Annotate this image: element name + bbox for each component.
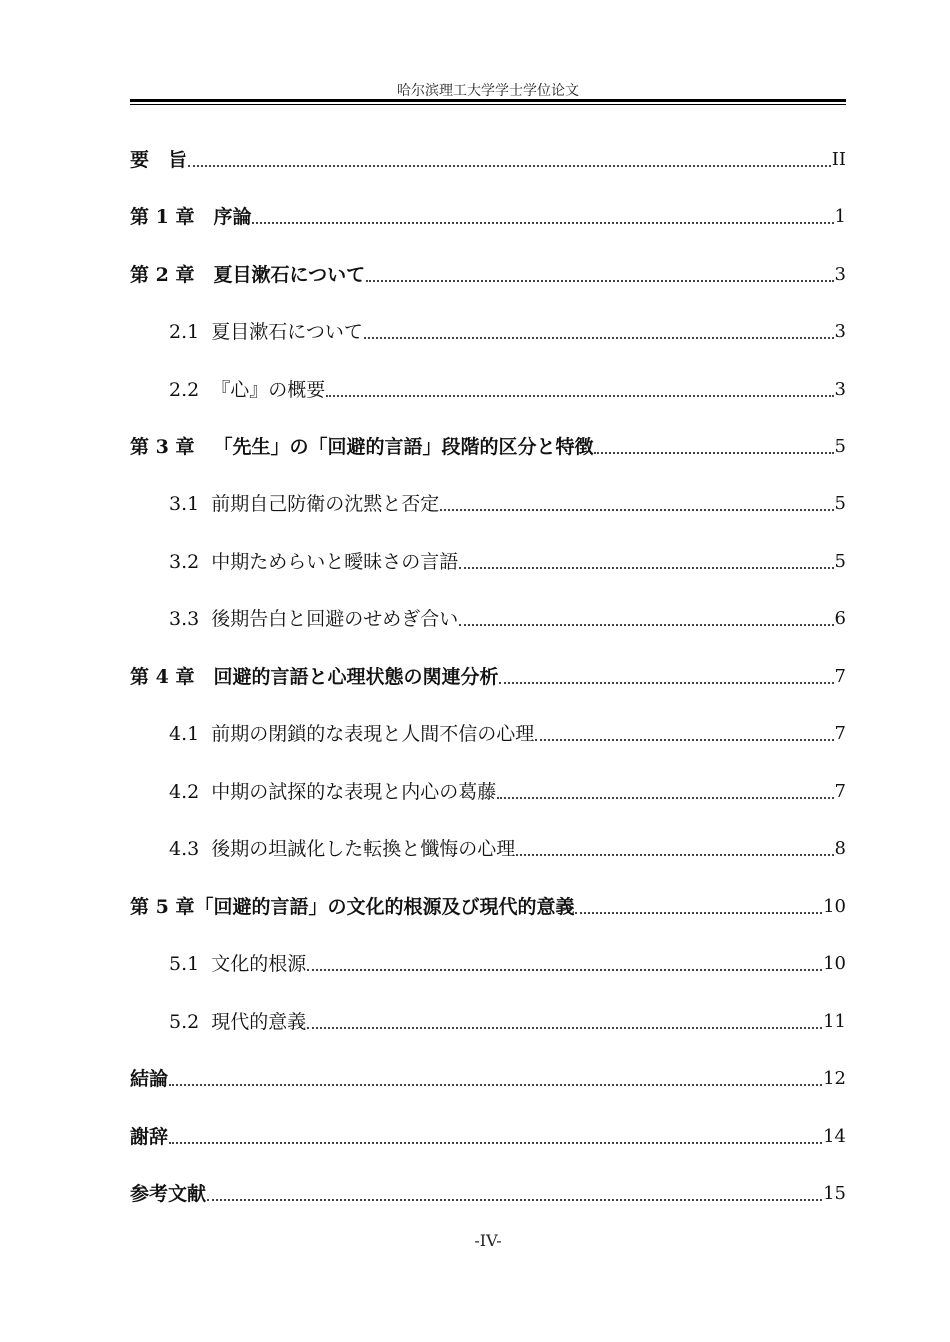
toc-page-number: 7 — [834, 781, 846, 802]
toc-title: 「先生」の「回避的言語」段階的区分と特徴 — [213, 436, 594, 458]
section-number: 4.2 — [169, 781, 212, 803]
toc-title: 要 旨 — [130, 149, 188, 171]
toc-entry-chapter-5[interactable] — [130, 893, 846, 921]
toc-page-number: 11 — [823, 1011, 846, 1032]
toc-page-number: II — [831, 149, 846, 170]
toc-entry-chapter-3[interactable] — [130, 433, 846, 461]
toc-entry-section-3-3[interactable] — [169, 605, 846, 633]
toc-entry-conclusion[interactable] — [130, 1065, 846, 1093]
header-rule-thick — [130, 99, 846, 102]
page-number-footer: -IV- — [474, 1231, 502, 1250]
dot-leader — [459, 567, 833, 569]
toc-page-number: 12 — [823, 1068, 846, 1089]
toc-page-number: 3 — [834, 264, 846, 285]
toc-entry-chapter-4[interactable] — [130, 663, 846, 691]
toc-entry-section-5-1[interactable] — [169, 950, 846, 978]
toc-title: 謝辞 — [130, 1126, 169, 1148]
toc-entry-chapter-1[interactable] — [130, 203, 846, 231]
toc-page-number: 5 — [834, 493, 846, 514]
toc-title: 序論 — [213, 206, 252, 228]
dot-leader — [364, 337, 834, 339]
toc-page-number: 14 — [823, 1126, 846, 1147]
toc-title: 「回避的言語」の文化的根源及び現代的意義 — [194, 896, 575, 918]
toc-entry-section-4-3[interactable] — [169, 835, 846, 863]
toc-title: 結論 — [130, 1068, 169, 1090]
dot-leader — [307, 1027, 822, 1029]
dot-leader — [169, 1142, 822, 1144]
section-number: 2.2 — [169, 379, 212, 401]
toc-entry-section-4-2[interactable] — [169, 778, 846, 806]
toc-page-number: 10 — [823, 953, 846, 974]
section-number: 2.1 — [169, 321, 212, 343]
toc-page-number: 15 — [823, 1183, 846, 1204]
toc-page-number: 7 — [834, 666, 846, 687]
dot-leader — [366, 280, 833, 282]
dot-leader — [516, 854, 833, 856]
dot-leader — [188, 165, 831, 167]
toc-page-number: 6 — [834, 608, 846, 629]
toc-title: 前期の閉鎖的な表現と人間不信の心理 — [211, 723, 535, 745]
toc-title: 夏目漱石について — [213, 264, 366, 286]
toc-title: 中期の試探的な表現と内心の葛藤 — [211, 781, 497, 803]
chapter-number: 第 4 章 — [130, 666, 214, 688]
toc-entry-acknowledgements[interactable] — [130, 1123, 846, 1151]
toc-entry-section-3-1[interactable] — [169, 490, 846, 518]
toc-title: 夏目漱石について — [211, 321, 363, 343]
toc-entry-section-3-2[interactable] — [169, 548, 846, 576]
toc-page-number: 5 — [834, 436, 846, 457]
chapter-number: 第 5 章 — [130, 896, 195, 918]
dot-leader — [326, 395, 833, 397]
dot-leader — [535, 739, 833, 741]
toc-entry-section-2-1[interactable] — [169, 318, 846, 346]
section-number: 3.3 — [169, 608, 212, 630]
dot-leader — [575, 912, 822, 914]
chapter-number: 第 2 章 — [130, 264, 214, 286]
chapter-number: 第 3 章 — [130, 436, 214, 458]
toc-title: 後期の坦誠化した転換と懺悔の心理 — [211, 838, 516, 860]
toc-entry-section-5-2[interactable] — [169, 1008, 846, 1036]
toc-title: 後期告白と回避のせめぎ合い — [211, 608, 459, 630]
toc-page-number: 5 — [834, 551, 846, 572]
dot-leader — [169, 1084, 822, 1086]
toc-title: 『心』の概要 — [211, 379, 326, 401]
toc-page-number: 7 — [834, 723, 846, 744]
chapter-number: 第 1 章 — [130, 206, 214, 228]
section-number: 4.3 — [169, 838, 212, 860]
toc-title: 文化的根源 — [211, 953, 307, 975]
toc-page-number: 1 — [834, 206, 846, 227]
section-number: 3.1 — [169, 493, 212, 515]
toc-entry-chapter-2[interactable] — [130, 261, 846, 289]
toc-page-number: 3 — [834, 321, 846, 342]
toc-page-number: 10 — [823, 896, 846, 917]
toc-title: 中期ためらいと曖昧さの言語 — [211, 551, 459, 573]
section-number: 5.1 — [169, 953, 212, 975]
toc-entry-section-4-1[interactable] — [169, 720, 846, 748]
toc-page-number: 3 — [834, 379, 846, 400]
section-number: 5.2 — [169, 1011, 212, 1033]
dot-leader — [459, 624, 833, 626]
dot-leader — [252, 222, 833, 224]
dot-leader — [307, 969, 822, 971]
header-rule-thin — [130, 104, 846, 105]
toc-page-number: 8 — [834, 838, 846, 859]
toc-title: 回避的言語と心理状態の関連分析 — [213, 666, 499, 688]
dot-leader — [207, 1199, 822, 1201]
dot-leader — [594, 452, 833, 454]
toc-title: 前期自己防衛の沈黙と否定 — [211, 493, 440, 515]
toc-entry-references[interactable] — [130, 1180, 846, 1208]
section-number: 4.1 — [169, 723, 212, 745]
dot-leader — [499, 682, 833, 684]
toc-entry-section-2-2[interactable] — [169, 376, 846, 404]
dot-leader — [440, 509, 833, 511]
running-header: 哈尔滨理工大学学士学位论文 — [397, 83, 579, 99]
dot-leader — [497, 797, 833, 799]
section-number: 3.2 — [169, 551, 212, 573]
toc-entry-abstract[interactable] — [130, 146, 846, 174]
toc-title: 参考文献 — [130, 1183, 207, 1205]
toc-title: 現代的意義 — [211, 1011, 307, 1033]
